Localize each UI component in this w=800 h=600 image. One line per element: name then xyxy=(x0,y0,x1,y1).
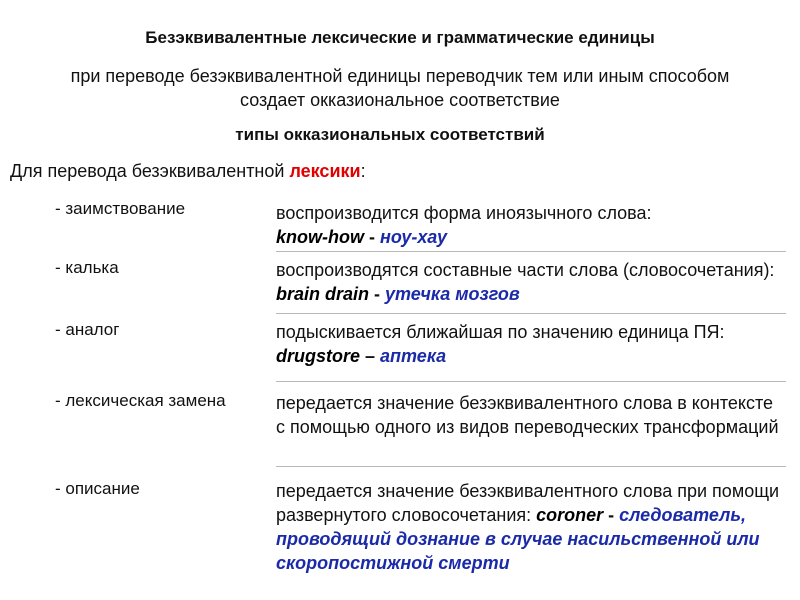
example-translation: аптека xyxy=(380,346,447,366)
intro-line-1: при переводе безэквивалентной единицы переводчик тем или иным способом xyxy=(70,66,730,86)
row-label-borrowing: - заимствование xyxy=(55,199,186,218)
intro-text xyxy=(0,64,800,112)
example-separator: - xyxy=(369,284,386,304)
row-divider xyxy=(276,313,786,314)
row-label-analog: - аналог xyxy=(55,320,120,339)
row-label-lexical-substitution: - лексическая замена xyxy=(55,391,226,410)
row-divider xyxy=(276,381,786,382)
intro-line-2: создает окказиональное соответствие xyxy=(240,90,560,110)
row-example xyxy=(276,344,786,368)
row-desc-text: воспроизводятся составные части слова (словосочетания): xyxy=(276,260,775,280)
example-separator: - xyxy=(364,227,380,247)
example-translation: ноу-хау xyxy=(380,227,447,247)
lead-after: : xyxy=(360,161,366,181)
lead-text xyxy=(10,161,366,182)
row-desc-borrowing xyxy=(276,201,786,249)
example-translation: следователь, проводящий дознание в случае насильственной или скоропостижной смерти xyxy=(276,505,760,573)
row-desc-description xyxy=(276,479,786,575)
row-example xyxy=(276,225,786,249)
example-source-word: know-how xyxy=(276,227,364,247)
example-separator: – xyxy=(360,346,381,366)
row-desc-lexical-substitution: передается значение безэквивалентного слова в контексте с помощью одного из видов переводческих трансформаций xyxy=(276,393,779,437)
row-desc-text: воспроизводится форма иноязычного слова: xyxy=(276,203,652,223)
example-translation: утечка мозгов xyxy=(385,284,520,304)
row-desc-calque xyxy=(276,258,786,306)
example-source-word: brain drain xyxy=(276,284,370,304)
example-source-word: drugstore xyxy=(276,346,361,366)
row-label-description: - описание xyxy=(55,479,140,498)
row-desc-text: передается значение безэквивалентного слова при помощи развернутого словосочетания: xyxy=(276,481,780,525)
section-subtitle: типы окказиональных соответствий xyxy=(235,125,545,144)
example-separator: - xyxy=(603,505,620,525)
row-divider xyxy=(276,251,786,252)
row-desc-analog xyxy=(276,320,786,368)
row-divider xyxy=(276,466,786,467)
row-label-calque: - калька xyxy=(55,258,119,277)
row-desc-text: подыскивается ближайшая по значению единица ПЯ: xyxy=(276,322,725,342)
page-title: Безэквивалентные лексические и грамматические единицы xyxy=(145,28,655,47)
lead-highlight: лексики xyxy=(289,161,361,181)
example-source-word: coroner xyxy=(536,505,604,525)
lead-before: Для перевода безэквивалентной xyxy=(10,161,290,181)
